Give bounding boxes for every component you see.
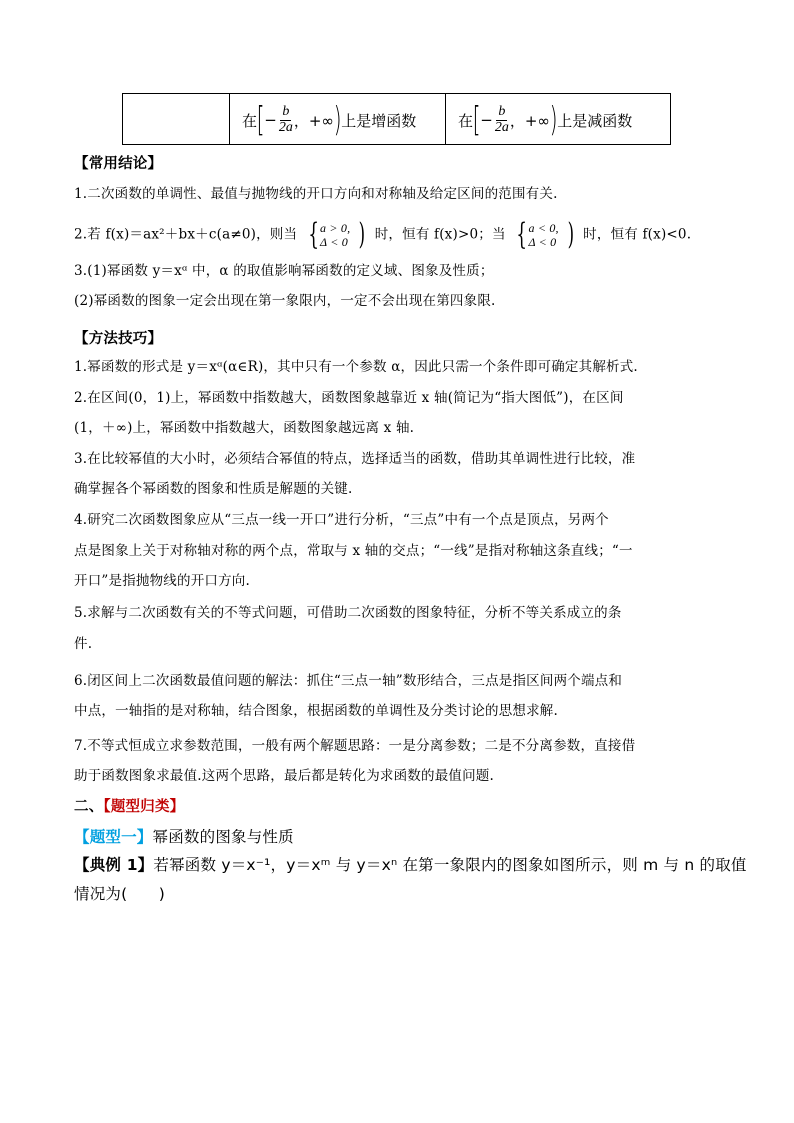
method-line: 6.闭区间上二次函数最值问题的解法：抓住“三点一轴”数形结合，三点是指区间两个端点和 xyxy=(74,673,623,689)
method-line: 5.求解与二次函数有关的不等式问题，可借助二次函数的图象特征，分析不等关系成立的条 xyxy=(74,605,622,621)
method-line: 7.不等式恒成立求参数范围，一般有两个解题思路：一是分离参数；二是不分离参数，直接借 xyxy=(74,738,636,754)
conclusion-2: 2.若 f(x)＝ax²＋bx＋c(a≠0)，则当 { a > 0, Δ < 0 ) 时，恒有 f(x)>0；当 { a < 0, Δ < 0 ) 时，恒有 f(x)<0. xyxy=(74,217,692,252)
method-line: 中点，一轴指的是对称轴，结合图象，根据函数的单调性及分类讨论的思想求解. xyxy=(74,703,558,719)
section-2-heading: 二、【题型归类】 xyxy=(74,799,185,815)
table-cell-blank xyxy=(123,94,230,144)
method-line: (1，＋∞)上，幂函数中指数越大，函数图象越远离 x 轴. xyxy=(74,420,415,436)
conclusion-4: (2)幂函数的图象一定会出现在第一象限内，一定不会出现在第四象限. xyxy=(74,293,496,309)
fraction-b-over-2a: $\frac{b}{2a}$ xyxy=(494,103,509,135)
conclusion-1: 1.二次函数的单调性、最值与抛物线的开口方向和对称轴及给定区间的范围有关. xyxy=(74,186,558,202)
example-1-text-cont: 情况为( ) xyxy=(74,885,165,903)
method-line: 1.幂函数的形式是 y＝xᵅ(α∈R)，其中只有一个参数 α，因此只需一个条件即可确定其解析式. xyxy=(74,359,638,375)
right-paren: ) xyxy=(333,100,342,140)
table-cell-decreasing: 在 [ − $\frac{b}{2a}$ ，+∞ ) 上是减函数 xyxy=(458,100,633,140)
condition-system-positive: { a > 0, Δ < 0 ) xyxy=(308,217,366,252)
left-bracket: [ xyxy=(256,100,265,140)
right-paren: ) xyxy=(549,100,558,140)
method-line: 2.在区间(0，1)上，幂函数中指数越大，函数图象越靠近 x 轴(简记为“指大图低”)，在区间 xyxy=(74,390,624,406)
method-line: 点是图象上关于对称轴对称的两个点，常取与 x 轴的交点；“一线”是指对称轴这条直线；“一 xyxy=(74,543,633,559)
method-line: 3.在比较幂值的大小时，必须结合幂值的特点，选择适当的函数，借助其单调性进行比较，准 xyxy=(74,451,636,467)
question-type-1-heading: 【题型一】幂函数的图象与性质 xyxy=(74,828,294,846)
example-1-text: 【典例 1】若幂函数 y＝x⁻¹，y＝xᵐ 与 y＝xⁿ 在第一象限内的图象如图所示，则 m 与 n 的取值 xyxy=(74,856,747,874)
monotonicity-table-row xyxy=(122,93,671,145)
method-line: 开口”是指抛物线的开口方向. xyxy=(74,573,250,589)
method-line: 确掌握各个幂函数的图象和性质是解题的关键. xyxy=(74,481,353,497)
left-bracket: [ xyxy=(472,100,481,140)
condition-system-negative: { a < 0, Δ < 0 ) xyxy=(516,217,574,252)
method-line: 助于函数图象求最值.这两个思路，最后都是转化为求函数的最值问题. xyxy=(74,768,494,784)
common-conclusions-heading: 【常用结论】 xyxy=(74,156,163,172)
method-line: 4.研究二次函数图象应从“三点一线一开口”进行分析，“三点”中有一个点是顶点，另两个 xyxy=(74,512,609,528)
methods-heading: 【方法技巧】 xyxy=(74,331,163,347)
method-line: 件. xyxy=(74,636,93,652)
conclusion-3: 3.(1)幂函数 y＝xᵅ 中，α 的取值影响幂函数的定义域、图象及性质； xyxy=(74,263,494,279)
fraction-b-over-2a: $\frac{b}{2a}$ xyxy=(278,103,293,135)
table-cell-increasing: 在 [ − $\frac{b}{2a}$ ，+∞ ) 上是增函数 xyxy=(230,94,446,144)
